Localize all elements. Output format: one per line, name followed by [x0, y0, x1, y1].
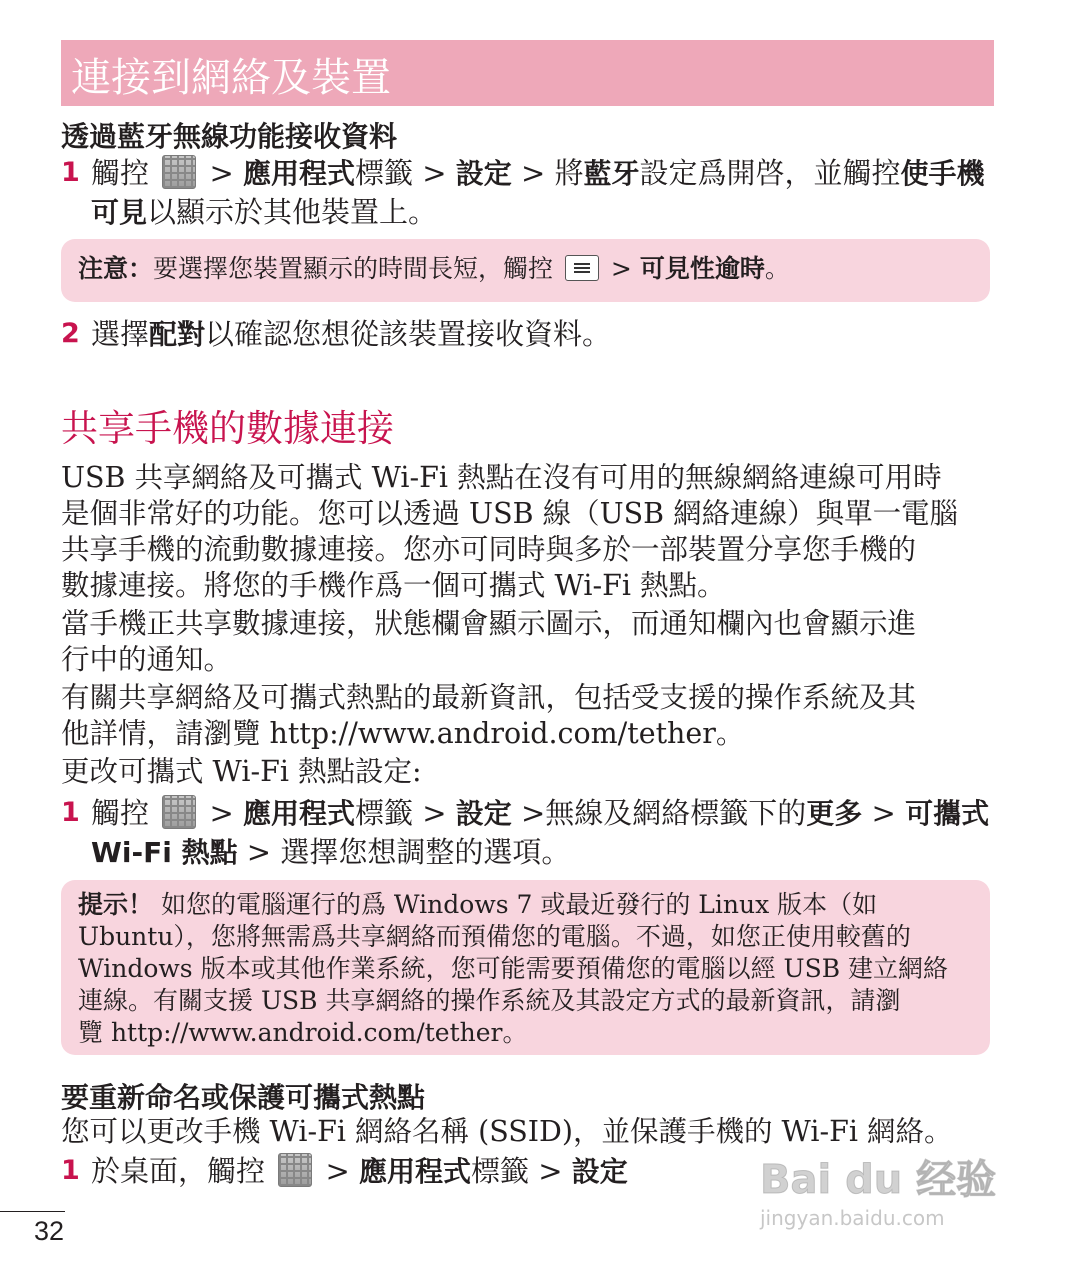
step-text-part: 以顯示於其他裝置上。	[147, 195, 438, 229]
note-text-part: 。	[764, 254, 790, 283]
menu-icon	[565, 255, 599, 281]
step-bold-term: 設定	[571, 1155, 628, 1188]
tip-text-part: 如您的電腦運行的爲 Windows 7 或最近發行的 Linux 版本（如	[153, 890, 878, 919]
step-bold-term: 藍牙	[583, 157, 640, 190]
note-text-part: >	[602, 254, 640, 283]
step-text-part: 標籤 >	[471, 1154, 572, 1188]
step-text-part: 設定爲開啓，並觸控	[639, 156, 901, 190]
page-number: 32	[34, 1216, 65, 1246]
rename-paragraph	[61, 1114, 996, 1150]
note-box	[61, 239, 990, 302]
paragraph-line: 當手機正共享數據連接，狀態欄會顯示圖示，而通知欄內也會顯示進	[61, 607, 917, 640]
paragraph-line: 行中的通知。	[61, 643, 233, 676]
step-bold-term: 更多	[806, 797, 863, 830]
apps-grid-icon	[162, 155, 196, 189]
rename-subtitle: 要重新命名或保護可攜式熱點	[61, 1081, 426, 1114]
step-text-part: > 將	[511, 156, 584, 190]
step-number: 1	[61, 157, 80, 188]
tip-label: 提示！	[78, 890, 154, 919]
tip-line: 連線。有關支援 USB 共享網絡的操作系統及其設定方式的最新資訊，請瀏	[78, 986, 901, 1015]
tethering-paragraph-2	[61, 606, 996, 678]
note-bold-term: 可見性逾時	[639, 254, 765, 283]
header-bar	[61, 40, 994, 106]
note-label: 注意：	[78, 254, 154, 283]
note-text	[78, 253, 973, 285]
step-text-part: >	[209, 796, 243, 830]
step-text	[91, 794, 991, 872]
watermark-brand: Bai du 经验	[760, 1157, 997, 1203]
step-text-part: 標籤 >	[355, 796, 456, 830]
paragraph-line: 更改可攜式 Wi-Fi 熱點設定:	[61, 755, 422, 788]
step-text-part: 以確認您想從該裝置接收資料。	[205, 317, 612, 351]
tip-line: 覽 http://www.android.com/tether。	[78, 1018, 528, 1047]
note-text-part: 要選擇您裝置顯示的時間長短，觸控	[153, 254, 554, 283]
step-bold-term: 配對	[149, 318, 206, 351]
step-text-part: >	[862, 796, 906, 830]
step-number: 1	[61, 797, 80, 828]
step-number: 1	[61, 1155, 80, 1186]
bluetooth-subtitle: 透過藍牙無線功能接收資料	[61, 120, 398, 153]
step-text	[91, 154, 991, 232]
tip-line: Windows 版本或其他作業系統，您可能需要預備您的電腦以經 USB 建立網絡	[78, 954, 949, 983]
tethering-paragraph-4	[61, 754, 996, 790]
page-title: 連接到網絡及裝置	[71, 55, 391, 101]
step-text-part: 觸控	[91, 796, 150, 830]
step-text	[91, 315, 991, 354]
step-number: 2	[61, 318, 80, 349]
tip-line	[78, 889, 973, 921]
tethering-paragraph-3	[61, 680, 996, 752]
step-text-part: > 選擇您想調整的選項。	[237, 835, 571, 869]
section-title: 共享手機的數據連接	[61, 407, 394, 450]
paragraph-line: 是個非常好的功能。您可以透過 USB 線（USB 網絡連線）與單一電腦	[61, 497, 959, 530]
step-bold-term: 可攜式 Wi-Fi 熱點	[91, 797, 990, 869]
tethering-paragraph-1	[61, 460, 996, 604]
paragraph-line: USB 共享網絡及可攜式 Wi-Fi 熱點在沒有可用的無線網絡連線可用時	[61, 461, 942, 494]
apps-grid-icon	[278, 1153, 312, 1187]
step-bold-term: 應用程式	[242, 797, 355, 830]
paragraph-line: 共享手機的流動數據連接。您亦可同時與多於一部裝置分享您手機的	[61, 533, 917, 566]
tip-text	[78, 889, 973, 1049]
step-bold-term: 應用程式	[242, 157, 355, 190]
step-bold-term: 設定	[455, 797, 512, 830]
step-text-part: 選擇	[91, 317, 150, 351]
step-text-part: >	[325, 1154, 359, 1188]
paragraph-line: 他詳情，請瀏覽 http://www.android.com/tether。	[61, 717, 745, 750]
baidu-watermark	[760, 1148, 1010, 1238]
step-text-part: 觸控	[91, 156, 150, 190]
page-number-rule	[0, 1211, 65, 1212]
watermark-url: jingyan.baidu.com	[760, 1206, 945, 1230]
step-text-part: 於桌面，觸控	[91, 1154, 266, 1188]
tip-line: Ubuntu），您將無需爲共享網絡而預備您的電腦。不過，如您正使用較舊的	[78, 922, 911, 951]
paragraph-line: 數據連接。將您的手機作爲一個可攜式 Wi-Fi 熱點。	[61, 569, 726, 602]
tip-box	[61, 880, 990, 1055]
step-bold-term: 設定	[455, 157, 512, 190]
paragraph-line: 您可以更改手機 Wi-Fi 網絡名稱 (SSID)，並保護手機的 Wi-Fi 網絡。	[61, 1115, 953, 1148]
step-bold-term: 應用程式	[358, 1155, 471, 1188]
step-text-part: >無線及網絡標籤下的	[511, 796, 807, 830]
paragraph-line: 有關共享網絡及可攜式熱點的最新資訊，包括受支援的操作系統及其	[61, 681, 917, 714]
step-text-part: >	[209, 156, 243, 190]
apps-grid-icon	[162, 795, 196, 829]
step-text-part: 標籤 >	[355, 156, 456, 190]
step-bold-term: 使手機可見	[91, 157, 985, 229]
